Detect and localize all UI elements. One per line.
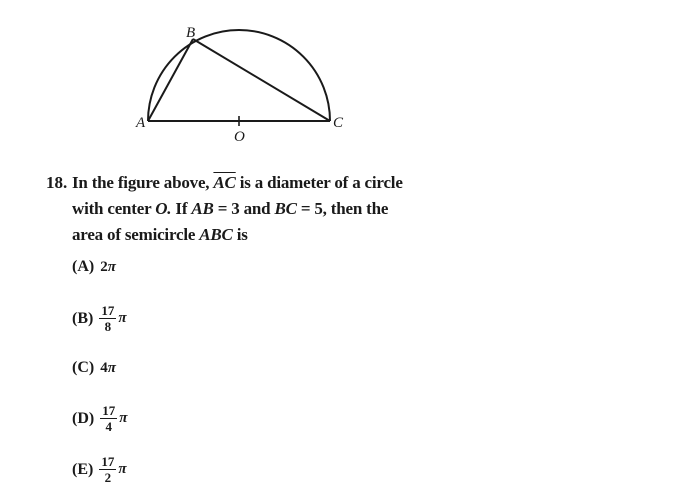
chord-ab [148, 39, 193, 121]
fraction-numerator: 17 [101, 454, 115, 469]
choice-letter: (E) [72, 460, 94, 478]
semicircle-figure [0, 0, 676, 165]
label-a: A [136, 115, 146, 131]
choice-coefficient: 2 [100, 258, 108, 275]
fraction-numerator: 17 [102, 403, 116, 418]
question-stem [72, 170, 486, 248]
segment-ac: $\overline{AC}$ [213, 173, 236, 192]
question-18 [46, 170, 486, 248]
semicircle-arc [148, 30, 330, 121]
fraction-denominator: 8 [104, 319, 112, 334]
choice-a[interactable] [72, 258, 116, 276]
choice-d[interactable] [72, 404, 127, 433]
stem-line-3: area of semicircle ABC is [72, 225, 248, 244]
pi-symbol: π [107, 258, 116, 275]
label-c: C [333, 115, 344, 131]
label-o: O [234, 129, 245, 145]
fraction-denominator: 4 [105, 419, 112, 434]
chord-bc [193, 39, 330, 121]
question-number: 18. [46, 173, 68, 192]
pi-symbol: π [107, 359, 116, 376]
stem-line-1: In the figure above, $\overline{AC}$ is a diameter of a circle [72, 173, 403, 192]
choice-c[interactable] [72, 359, 116, 377]
choice-e[interactable] [72, 455, 127, 484]
choice-b[interactable] [72, 304, 127, 333]
pi-symbol: π [119, 410, 128, 426]
pi-symbol: π [118, 461, 127, 477]
label-b: B [186, 25, 196, 41]
stem-line-2: with center O. If AB = 3 and BC = 5, then the [72, 199, 389, 218]
fraction [100, 404, 117, 433]
choice-letter: (C) [72, 359, 95, 376]
fraction [99, 304, 116, 333]
fraction-denominator: 2 [104, 470, 112, 485]
choice-letter: (D) [72, 409, 95, 427]
choice-letter: (B) [72, 309, 94, 327]
fraction-numerator: 17 [101, 303, 115, 318]
choice-coefficient: 4 [100, 359, 108, 376]
fraction [99, 455, 116, 484]
choice-letter: (A) [72, 258, 95, 275]
pi-symbol: π [118, 310, 127, 326]
